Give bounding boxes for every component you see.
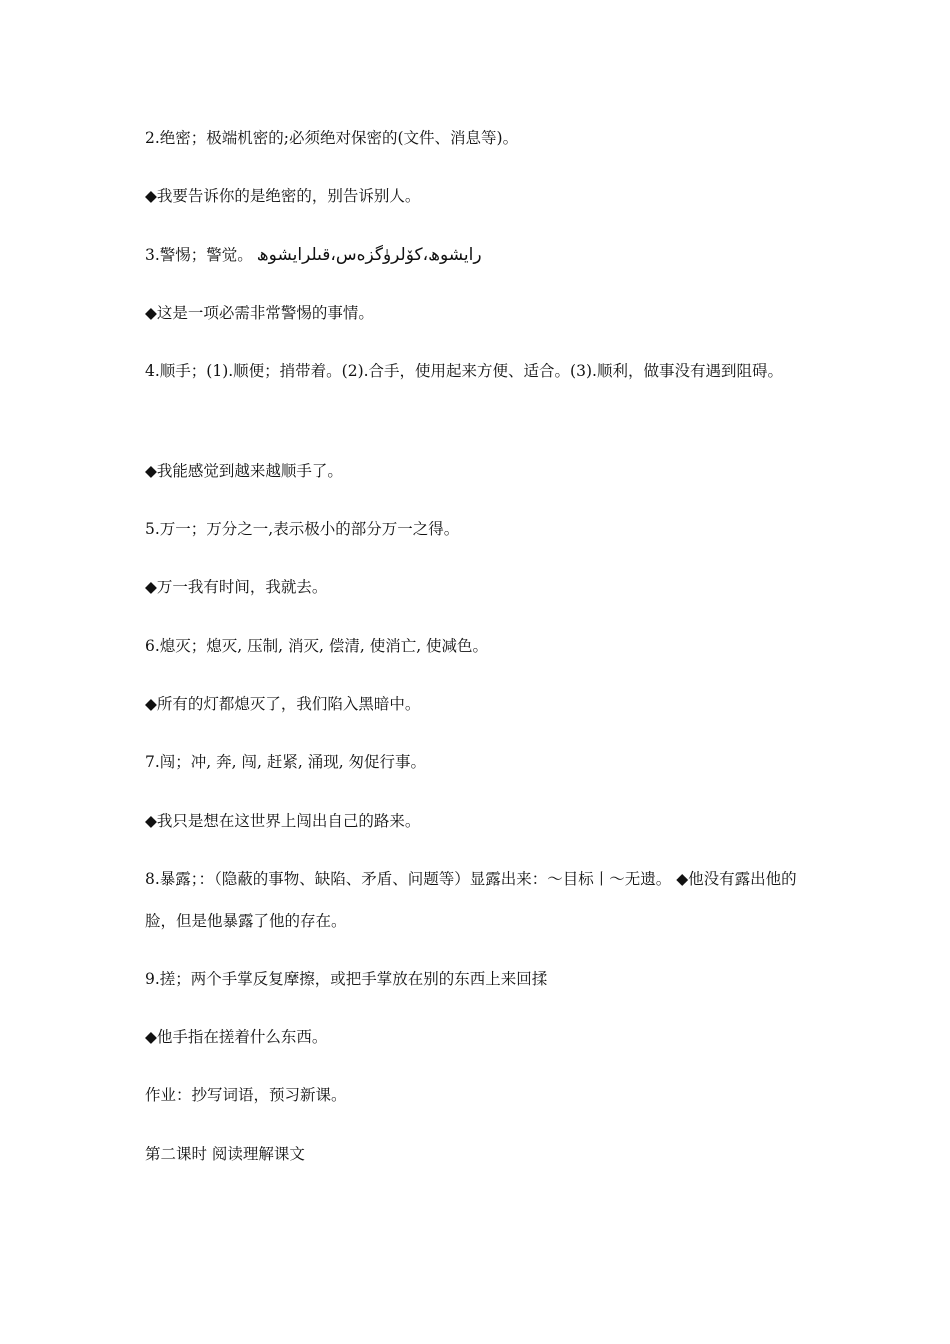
example-7: ◆我只是想在这世界上闯出自己的路来。 bbox=[145, 812, 421, 830]
example-9: ◆他手指在搓着什么东西。 bbox=[145, 1028, 328, 1046]
definition-3 bbox=[145, 234, 810, 276]
definition-2: 2.绝密；极端机密的;必须绝对保密的(文件、消息等)。 bbox=[145, 129, 519, 147]
example-5: ◆万一我有时间，我就去。 bbox=[145, 578, 328, 596]
definition-3-text: 3.警惕；警觉。 bbox=[145, 246, 253, 264]
example-3: ◆这是一项必需非常警惕的事情。 bbox=[145, 304, 374, 322]
lesson-two-heading: 第二课时 阅读理解课文 bbox=[145, 1145, 305, 1163]
definition-5: 5.万一；万分之一,表示极小的部分万一之得。 bbox=[145, 520, 460, 538]
definition-9: 9.搓；两个手掌反复摩擦，或把手掌放在别的东西上来回揉 bbox=[145, 970, 548, 988]
definition-4: 4.顺手；(1).顺便；捎带着。(2).合手，使用起来方便、适合。(3).顺利，做事没有遇到阻碍。 bbox=[145, 362, 783, 380]
example-2: ◆我要告诉你的是绝密的，别告诉别人。 bbox=[145, 187, 421, 205]
homework-note: 作业：抄写词语，预习新课。 bbox=[145, 1086, 347, 1104]
uyghur-translation: رايشوھ،كۆلرۈگزەس،قىلرايشوھ bbox=[256, 245, 482, 265]
definition-6: 6.熄灭；熄灭, 压制, 消灭, 偿清, 使消亡, 使减色。 bbox=[145, 637, 489, 655]
definition-7: 7.闯；冲, 奔, 闯, 赶紧, 涌现, 匆促行事。 bbox=[145, 753, 427, 771]
example-6: ◆所有的灯都熄灭了，我们陷入黑暗中。 bbox=[145, 695, 421, 713]
example-4: ◆我能感觉到越来越顺手了。 bbox=[145, 462, 343, 480]
definition-8: 8.暴露；：（隐蔽的事物、缺陷、矛盾、问题等）显露出来：～目标丨～无遗。 ◆他没有露出他的脸，但是他暴露了他的存在。 bbox=[145, 870, 797, 930]
